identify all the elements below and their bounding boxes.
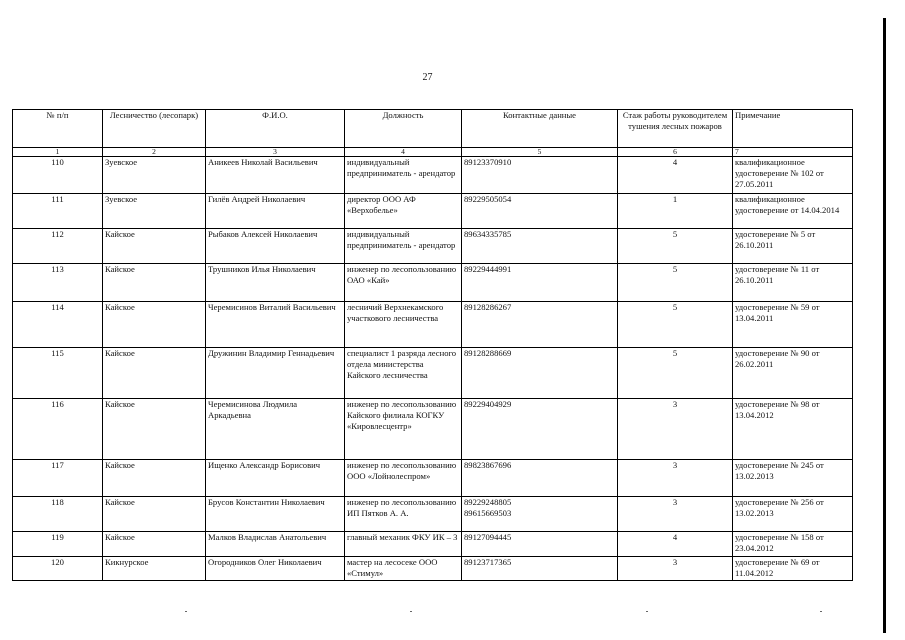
cell-fio: Малков Владислав Анатольевич bbox=[206, 532, 345, 557]
header-position: Должность bbox=[345, 110, 462, 148]
table-row bbox=[13, 460, 853, 497]
cell-position: инженер по лесопользованию ИП Пятков А. А. bbox=[345, 497, 462, 532]
cell-fio: Трушников Илья Николаевич bbox=[206, 264, 345, 302]
fire-managers-table bbox=[12, 109, 853, 581]
column-number-row bbox=[13, 148, 853, 157]
cell-forestry: Кайское bbox=[103, 264, 206, 302]
cell-contacts: 89229248805 89615669503 bbox=[462, 497, 618, 532]
table-header-row bbox=[13, 110, 853, 148]
table-body bbox=[13, 157, 853, 581]
table-row bbox=[13, 532, 853, 557]
table-row bbox=[13, 399, 853, 460]
header-experience: Стаж работы руководителем тушения лесных пожаров bbox=[618, 110, 733, 148]
cell-experience: 5 bbox=[618, 348, 733, 399]
cell-position: главный механик ФКУ ИК – 3 bbox=[345, 532, 462, 557]
table-row bbox=[13, 348, 853, 399]
column-number: 6 bbox=[618, 148, 733, 157]
cell-experience: 3 bbox=[618, 460, 733, 497]
cell-position: специалист 1 разряда лесного отдела министерства Кайского лесничества bbox=[345, 348, 462, 399]
header-note: Примечание bbox=[733, 110, 853, 148]
cell-number: 113 bbox=[13, 264, 103, 302]
cell-number: 112 bbox=[13, 229, 103, 264]
cell-position: инженер по лесопользованию ООО «Лойнолеспром» bbox=[345, 460, 462, 497]
cell-note: удостоверение № 98 от 13.04.2012 bbox=[733, 399, 853, 460]
column-number: 2 bbox=[103, 148, 206, 157]
cell-experience: 5 bbox=[618, 302, 733, 348]
column-number: 3 bbox=[206, 148, 345, 157]
cell-position: инженер по лесопользованию ОАО «Кай» bbox=[345, 264, 462, 302]
cell-experience: 3 bbox=[618, 497, 733, 532]
header-forestry: Лесничество (лесопарк) bbox=[103, 110, 206, 148]
cell-contacts: 89123717365 bbox=[462, 557, 618, 581]
cell-note: квалификационное удостоверение № 102 от 27.05.2011 bbox=[733, 157, 853, 194]
cell-experience: 4 bbox=[618, 532, 733, 557]
table-row bbox=[13, 229, 853, 264]
cell-fio: Дружинин Владимир Геннадьевич bbox=[206, 348, 345, 399]
cell-number: 110 bbox=[13, 157, 103, 194]
column-number: 1 bbox=[13, 148, 103, 157]
cell-experience: 3 bbox=[618, 557, 733, 581]
cell-number: 117 bbox=[13, 460, 103, 497]
cell-position: мастер на лесосеке ООО «Стимул» bbox=[345, 557, 462, 581]
cell-fio: Огородников Олег Николаевич bbox=[206, 557, 345, 581]
cell-contacts: 89229404929 bbox=[462, 399, 618, 460]
cell-forestry: Зуевское bbox=[103, 157, 206, 194]
cell-contacts: 89823867696 bbox=[462, 460, 618, 497]
cell-forestry: Зуевское bbox=[103, 194, 206, 229]
cell-number: 118 bbox=[13, 497, 103, 532]
cell-position: индивидуальный предприниматель - арендатор bbox=[345, 229, 462, 264]
header-fio: Ф.И.О. bbox=[206, 110, 345, 148]
cell-forestry: Кикнурское bbox=[103, 557, 206, 581]
cell-number: 120 bbox=[13, 557, 103, 581]
cell-note: удостоверение № 256 от 13.02.2013 bbox=[733, 497, 853, 532]
cell-forestry: Кайское bbox=[103, 532, 206, 557]
cell-fio: Черемисинова Людмила Аркадьевна bbox=[206, 399, 345, 460]
cell-number: 111 bbox=[13, 194, 103, 229]
cell-fio: Брусов Константин Николаевич bbox=[206, 497, 345, 532]
scan-speck bbox=[646, 611, 648, 612]
table-row bbox=[13, 264, 853, 302]
cell-forestry: Кайское bbox=[103, 460, 206, 497]
column-number: 7 bbox=[733, 148, 853, 157]
cell-experience: 5 bbox=[618, 264, 733, 302]
cell-note: удостоверение № 69 от 11.04.2012 bbox=[733, 557, 853, 581]
cell-note: квалификационное удостоверение от 14.04.2014 bbox=[733, 194, 853, 229]
cell-experience: 3 bbox=[618, 399, 733, 460]
cell-fio: Черемисинов Виталий Васильевич bbox=[206, 302, 345, 348]
scan-speck bbox=[820, 611, 822, 612]
cell-position: индивидуальный предприниматель - арендатор bbox=[345, 157, 462, 194]
table-row bbox=[13, 194, 853, 229]
scan-speck bbox=[185, 611, 187, 612]
cell-note: удостоверение № 5 от 26.10.2011 bbox=[733, 229, 853, 264]
cell-number: 116 bbox=[13, 399, 103, 460]
cell-experience: 4 bbox=[618, 157, 733, 194]
cell-position: инженер по лесопользованию Кайского филиала КОГКУ «Кировлесцентр» bbox=[345, 399, 462, 460]
cell-contacts: 89229444991 bbox=[462, 264, 618, 302]
cell-position: директор ООО АФ «Верхобелье» bbox=[345, 194, 462, 229]
table-row bbox=[13, 157, 853, 194]
header-num: № п/п bbox=[13, 110, 103, 148]
cell-fio: Гилёв Андрей Николаевич bbox=[206, 194, 345, 229]
cell-experience: 1 bbox=[618, 194, 733, 229]
cell-note: удостоверение № 11 от 26.10.2011 bbox=[733, 264, 853, 302]
page-number: 27 bbox=[422, 72, 433, 83]
cell-number: 115 bbox=[13, 348, 103, 399]
cell-note: удостоверение № 90 от 26.02.2011 bbox=[733, 348, 853, 399]
cell-note: удостоверение № 158 от 23.04.2012 bbox=[733, 532, 853, 557]
cell-contacts: 89229505054 bbox=[462, 194, 618, 229]
cell-note: удостоверение № 245 от 13.02.2013 bbox=[733, 460, 853, 497]
column-number: 5 bbox=[462, 148, 618, 157]
cell-note: удостоверение № 59 от 13.04.2011 bbox=[733, 302, 853, 348]
cell-fio: Рыбаков Алексей Николаевич bbox=[206, 229, 345, 264]
cell-contacts: 89128286267 bbox=[462, 302, 618, 348]
cell-fio: Аникеев Николай Васильевич bbox=[206, 157, 345, 194]
cell-forestry: Кайское bbox=[103, 229, 206, 264]
cell-forestry: Кайское bbox=[103, 399, 206, 460]
cell-contacts: 89634335785 bbox=[462, 229, 618, 264]
cell-experience: 5 bbox=[618, 229, 733, 264]
cell-position: лесничий Верхнекамского участкового лесничества bbox=[345, 302, 462, 348]
cell-contacts: 89128288669 bbox=[462, 348, 618, 399]
cell-forestry: Кайское bbox=[103, 348, 206, 399]
table-row bbox=[13, 497, 853, 532]
column-number: 4 bbox=[345, 148, 462, 157]
scan-border-line bbox=[883, 18, 886, 633]
cell-forestry: Кайское bbox=[103, 497, 206, 532]
cell-contacts: 89123370910 bbox=[462, 157, 618, 194]
cell-forestry: Кайское bbox=[103, 302, 206, 348]
table-row bbox=[13, 302, 853, 348]
cell-number: 119 bbox=[13, 532, 103, 557]
cell-contacts: 89127094445 bbox=[462, 532, 618, 557]
scan-speck bbox=[410, 611, 412, 612]
cell-number: 114 bbox=[13, 302, 103, 348]
header-contacts: Контактные данные bbox=[462, 110, 618, 148]
cell-fio: Ищенко Александр Борисович bbox=[206, 460, 345, 497]
table-row bbox=[13, 557, 853, 581]
